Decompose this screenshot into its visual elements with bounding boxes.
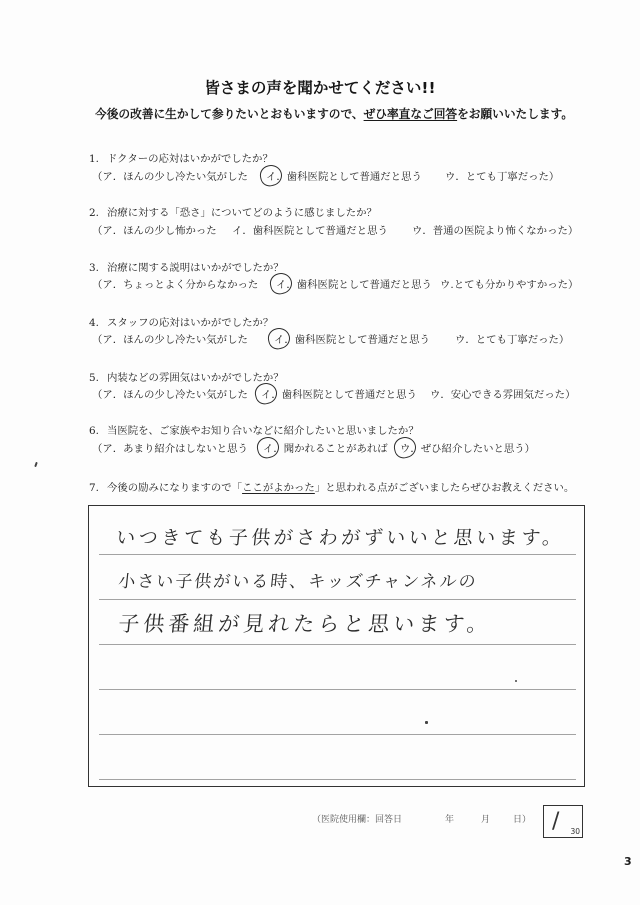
option-letter <box>102 224 112 238</box>
question-text-start: 今後の励みになりますので「 <box>107 482 243 494</box>
score-slash: / <box>552 809 560 834</box>
office-use-day: 日） <box>513 815 532 825</box>
option-letter-text: イ <box>261 389 272 401</box>
option-text: ．歯科医院として普通だと思う <box>242 225 388 237</box>
page-number: 3 <box>624 855 632 868</box>
survey-intro <box>95 106 573 122</box>
question-text: スタッフの応対はいかがでしたか？ <box>107 317 274 329</box>
scan-speck <box>515 680 517 682</box>
handwritten-circle-mark <box>392 435 418 461</box>
option-letter <box>400 442 410 456</box>
question-text: ドクターの応対はいかがでしたか？ <box>107 153 273 165</box>
option-text: ．ちょっとよく分からなかった <box>112 279 259 291</box>
question-number: 5. <box>89 372 99 384</box>
handwritten-circle-mark <box>255 435 281 461</box>
office-use-label: （医院使用欄：回答日 <box>312 815 403 825</box>
option-open-paren: （ <box>92 334 103 346</box>
option-letter-text: イ <box>274 334 285 346</box>
option-letter <box>102 170 112 184</box>
option-open-paren: （ <box>92 389 103 401</box>
option-a <box>92 224 217 238</box>
ruled-line <box>99 734 576 735</box>
intro-emphasis: ぜひ率直なご回答 <box>363 107 458 121</box>
option-u <box>400 442 535 456</box>
option-letter-text: ア <box>102 225 113 237</box>
ruled-line <box>99 779 576 780</box>
option-letter-text: イ <box>276 279 287 291</box>
handwritten-answer-line: いつきても子供がさわがずいいと思います。 <box>115 527 566 549</box>
option-letter <box>263 442 273 456</box>
question-text <box>107 481 574 495</box>
ruled-line <box>99 599 576 600</box>
handwritten-answer-line: 子供番組が見れたらと思います。 <box>117 612 493 636</box>
question-text: 内装などの雰囲気はいかがでしたか？ <box>107 372 284 384</box>
option-letter-text: ア <box>102 171 113 183</box>
option-text: ．とても丁寧だった） <box>455 171 560 183</box>
option-open-paren: （ <box>92 171 103 183</box>
option-letter <box>430 388 440 402</box>
option-letter <box>445 170 455 184</box>
question-text: 治療に対する「恐さ」についてどのように感じましたか？ <box>107 207 377 219</box>
option-a <box>92 278 258 292</box>
office-use-year: 年 <box>445 815 455 825</box>
option-letter-text: ウ <box>412 225 423 237</box>
option-letter <box>266 170 276 184</box>
option-text: ．歯科医院として普通だと思う <box>276 171 422 183</box>
option-text: .とても分かりやすかった） <box>450 279 579 291</box>
option-text: ．歯科医院として普通だと思う <box>271 389 417 401</box>
option-letter-text: イ <box>263 443 274 455</box>
question-number: 1. <box>89 153 99 165</box>
option-letter <box>274 333 284 347</box>
option-letter <box>102 278 112 292</box>
option-text: ．ほんの少し冷たい気がした <box>112 389 248 401</box>
option-letter-text: ア <box>102 279 113 291</box>
option-letter <box>455 333 465 347</box>
option-letter <box>102 442 112 456</box>
intro-text-end: をお願いいたします。 <box>457 107 574 121</box>
question-number: 3. <box>89 262 99 274</box>
option-text: ．あまり紹介はしないと思う <box>112 443 248 455</box>
office-use-month: 月 <box>481 815 491 825</box>
option-u <box>455 333 569 347</box>
option-letter-text: ア <box>102 389 113 401</box>
option-u <box>440 278 578 292</box>
question-number: 2. <box>89 207 99 219</box>
option-letter-text: ウ <box>445 171 456 183</box>
option-text: ．普通の医院より怖くなかった） <box>422 225 579 237</box>
question-text-end: 」と思われる点がございましたらぜひお教えください。 <box>314 482 575 494</box>
option-letter-text: ウ <box>430 389 441 401</box>
option-letter-text: ウ <box>440 279 451 291</box>
survey-title: 皆さまの声を聞かせてください!! <box>204 79 436 97</box>
question-text: 治療に関する説明はいかがでしたか？ <box>107 262 284 274</box>
option-text: ．歯科医院として普通だと思う <box>286 279 432 291</box>
option-open-paren: （ <box>92 443 103 455</box>
handwritten-circle-mark <box>258 163 284 189</box>
option-i <box>261 388 417 402</box>
score-total: 30 <box>570 827 580 836</box>
option-letter <box>440 278 450 292</box>
option-a <box>92 333 248 347</box>
option-letter <box>102 388 112 402</box>
option-text: ．ほんの少し冷たい気がした <box>112 334 248 346</box>
option-letter <box>276 278 286 292</box>
option-text: ．聞かれることがあれば <box>273 443 388 455</box>
intro-text: 今後の改善に生かして参りたいとおもいますので、 <box>95 107 364 121</box>
option-open-paren: （ <box>92 279 103 291</box>
question-emphasis: ここがよかった <box>242 482 315 494</box>
option-i <box>266 170 422 184</box>
option-i <box>274 333 430 347</box>
option-letter <box>102 333 112 347</box>
question-number: 6. <box>89 425 99 437</box>
option-text: ．歯科医院として普通だと思う <box>284 334 430 346</box>
question-text: 当医院を、ご家族やお知り合いなどに紹介したいと思いましたか？ <box>107 425 419 437</box>
option-letter-text: イ <box>232 225 243 237</box>
scan-speck <box>34 462 38 467</box>
ruled-line <box>99 689 576 690</box>
option-i <box>232 224 388 238</box>
option-letter <box>412 224 422 238</box>
option-text: ．ほんの少し怖かった <box>112 225 217 237</box>
option-u <box>430 388 575 402</box>
option-i <box>276 278 432 292</box>
option-text: ．ほんの少し冷たい気がした <box>112 171 248 183</box>
option-letter-text: ウ <box>455 334 466 346</box>
option-open-paren: （ <box>92 225 103 237</box>
option-letter-text: イ <box>266 171 277 183</box>
option-letter-text: ア <box>102 443 113 455</box>
option-letter-text: ウ <box>400 443 411 455</box>
option-letter <box>261 388 271 402</box>
option-text: ．ぜひ紹介したいと思う） <box>410 443 536 455</box>
option-text: ．とても丁寧だった） <box>465 334 570 346</box>
option-a <box>92 388 248 402</box>
score-box <box>543 805 583 838</box>
option-i <box>263 442 388 456</box>
option-a <box>92 170 248 184</box>
scan-speck <box>425 721 428 724</box>
option-u <box>412 224 578 238</box>
option-u <box>445 170 559 184</box>
handwritten-answer-line: 小さい子供がいる時、キッズチャンネルの <box>117 572 479 592</box>
ruled-line <box>99 644 576 645</box>
question-number: 4. <box>89 317 99 329</box>
option-letter <box>232 224 242 238</box>
option-text: ．安心できる雰囲気だった） <box>440 389 576 401</box>
option-letter-text: ア <box>102 334 113 346</box>
ruled-line <box>99 554 576 555</box>
question-number: 7. <box>89 482 99 494</box>
option-a <box>92 442 248 456</box>
